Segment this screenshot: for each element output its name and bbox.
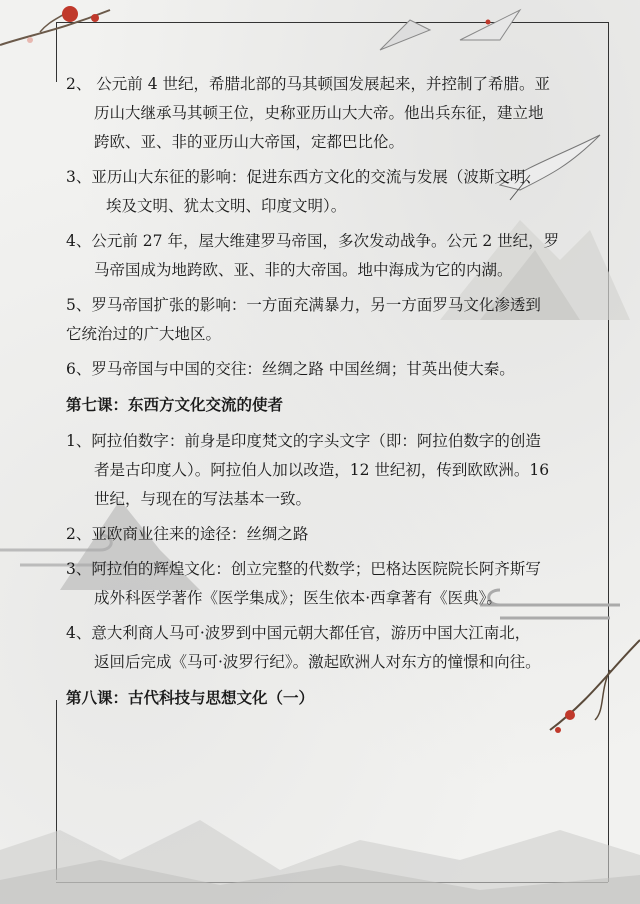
document-content	[66, 70, 586, 720]
plum-branch-icon	[0, 0, 140, 60]
paragraph-line: 跨欧、亚、非的亚历山大帝国，定都巴比伦。	[94, 133, 405, 151]
list-item	[66, 555, 586, 613]
paragraph-line: 2、 公元前 4 世纪，希腊北部的马其顿国发展起来，并控制了希腊。亚	[66, 75, 551, 93]
list-item	[66, 70, 586, 157]
paragraph-line: 马帝国成为地跨欧、亚、非的大帝国。地中海成为它的内湖。	[94, 261, 513, 279]
list-item	[66, 227, 586, 285]
paragraph-line: 4、意大利商人马可·波罗到中国元朝大都任官，游历中国大江南北，	[66, 624, 531, 642]
paragraph-line: 3、阿拉伯的辉煌文化：创立完整的代数学；巴格达医院院长阿齐斯写	[66, 560, 541, 578]
bottom-landscape-icon	[0, 760, 640, 904]
paragraph-line: 3、亚历山大东征的影响：促进东西方文化的交流与发展（波斯文明、	[66, 168, 541, 186]
list-item	[66, 520, 586, 549]
paragraph-line: 历山大继承马其顿王位，史称亚历山大大帝。他出兵东征，建立地	[94, 104, 544, 122]
paragraph-line: 1、阿拉伯数字：前身是印度梵文的字头文字（即：阿拉伯数字的创造	[66, 432, 541, 450]
section-heading-lesson-8: 第八课：古代科技与思想文化（一）	[66, 688, 315, 707]
paragraph-line: 4、公元前 27 年，屋大维建罗马帝国，多次发动战争。公元 2 世纪，罗	[66, 232, 560, 250]
list-item	[66, 163, 586, 221]
section-heading-lesson-7: 第七课：东西方文化交流的使者	[66, 395, 284, 414]
paragraph-line: 5、罗马帝国扩张的影响：一方面充满暴力，另一方面罗马文化渗透到	[66, 296, 541, 314]
crane-icon	[370, 0, 550, 70]
paragraph-line: 世纪，与现在的写法基本一致。	[94, 490, 312, 508]
paragraph-line: 6、罗马帝国与中国的交往：丝绸之路 中国丝绸；甘英出使大秦。	[66, 360, 515, 378]
paragraph-line: 埃及文明、犹太文明、印度文明）。	[106, 197, 347, 215]
list-item	[66, 355, 586, 384]
paragraph-line: 返回后完成《马可·波罗行纪》。激起欧洲人对东方的憧憬和向往。	[94, 653, 541, 671]
list-item	[66, 619, 586, 677]
paragraph-line: 成外科医学著作《医学集成》；医生依本·西拿著有《医典》。	[94, 589, 502, 607]
paragraph-line: 2、亚欧商业往来的途径：丝绸之路	[66, 525, 309, 543]
paragraph-line: 它统治过的广大地区。	[66, 325, 222, 343]
paragraph-line: 者是古印度人）。阿拉伯人加以改造，12 世纪初，传到欧欧洲。16	[94, 461, 550, 479]
list-item	[66, 291, 586, 349]
list-item	[66, 427, 586, 514]
